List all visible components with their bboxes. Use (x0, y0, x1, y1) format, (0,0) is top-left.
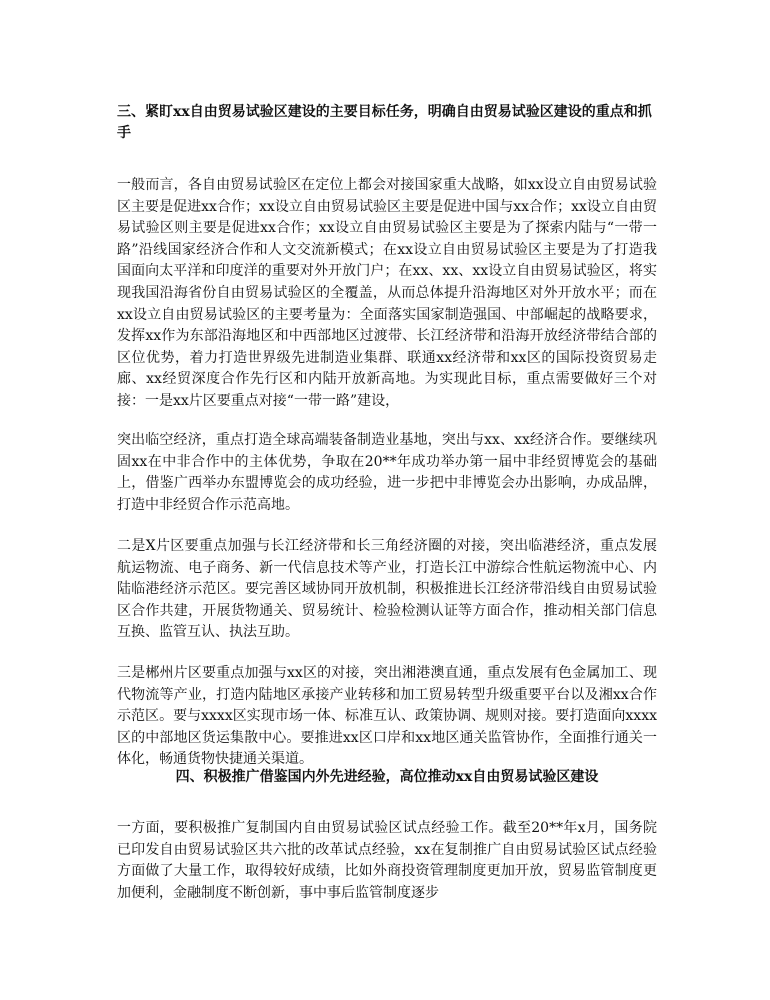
paragraph-4: 三是郴州片区要重点加强与xx区的对接，突出湘港澳直通，重点发展有色金属加工、现代物流等产业，打造内陆地区承接产业转移和加工贸易转型升级重要平台以及湘xx合作示范区。要与xxxx区实现市场一体、标准互认、政策协调、规则对接。要打造面向xxxx区的中部地区货运集散中心。要推进xx区口岸和xx地区通关监管协作，全面推行通关一体化，畅通货物快捷通关渠道。 (117, 665, 657, 768)
paragraph-5: 一方面，要积极推广复制国内自由贸易试验区试点经验工作。截至20**年x月，国务院已印发自由贸易试验区共六批的改革试点经验，xx在复制推广自由贸易试验区试点经验方面做了大量工作，取得较好成绩，比如外商投资管理制度更加开放，贸易监管制度更加便利，金融制度不断创新，事中事后监管制度逐步 (117, 820, 657, 901)
section-heading-3: 三、紧盯xx自由贸易试验区建设的主要目标任务，明确自由贸易试验区建设的重点和抓手 (117, 104, 652, 141)
paragraph-2: 突出临空经济，重点打造全球高端装备制造业基地，突出与xx、xx经济合作。要继续巩固xx在中非合作中的主体优势，争取在20**年成功举办第一届中非经贸博览会的基础上，借鉴广西举办东盟博览会的成功经验，进一步把中非博览会办出影响，办成品牌，打造中非经贸合作示范高地。 (117, 432, 657, 513)
paragraph-3: 二是X片区要重点加强与长江经济带和长三角经济圈的对接，突出临港经济，重点发展航运物流、电子商务、新一代信息技术等产业，打造长江中游综合性航运物流中心、内陆临港经济示范区。要完善区域协同开放机制，积极推进长江经济带沿线自由贸易试验区合作共建，开展货物通关、贸易统计、检验检测认证等方面合作，推动相关部门信息互换、监管互认、执法互助。 (117, 538, 657, 641)
paragraph-1: 一般而言，各自由贸易试验区在定位上都会对接国家重大战略，如xx设立自由贸易试验区主要是促进xx合作；xx设立自由贸易试验区主要是促进中国与xx合作；xx设立自由贸易试验区则主要是促进xx合作；xx设立自由贸易试验区主要是为了探索内陆与“一带一路”沿线国家经济合作和人文交流新模式；在xx设立自由贸易试验区主要是为了打造我国面向太平洋和印度洋的重要对外开放门户；在xx、xx、xx设立自由贸易试验区，将实现我国沿海省份自由贸易试验区的全覆盖，从而总体提升沿海地区对外开放水平；而在xx设立自由贸易试验区的主要考量为：全面落实国家制造强国、中部崛起的战略要求，发挥xx作为东部沿海地区和中西部地区过渡带、长江经济带和沿海开放经济带结合部的区位优势，着力打造世界级先进制造业集群、联通xx经济带和xx区的国际投资贸易走廊、xx经贸深度合作先行区和内陆开放新高地。为实现此目标，重点需要做好三个对接：一是xx片区要重点对接“一带一路”建设， (117, 177, 657, 409)
section-heading-4: 四、积极推广借鉴国内外先进经验，高位推动xx自由贸易试验区建设 (175, 769, 599, 785)
